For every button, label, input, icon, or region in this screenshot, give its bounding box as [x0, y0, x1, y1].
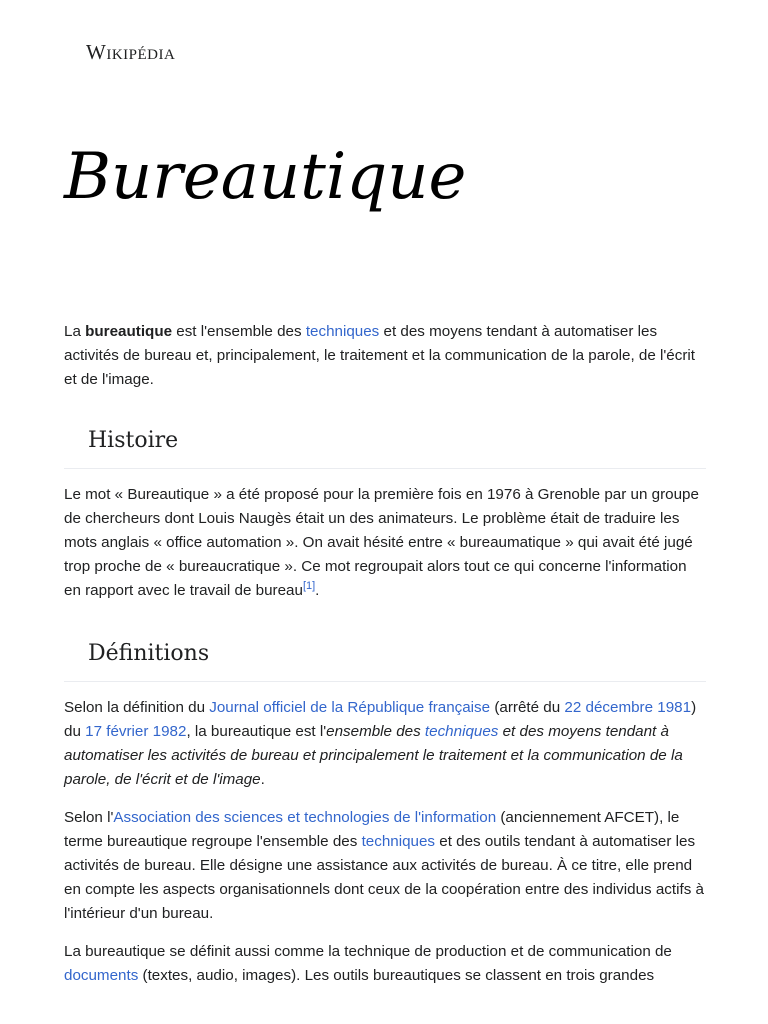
text: . — [315, 582, 320, 599]
text: (textes, audio, images). Les outils bureautiques se classent en trois grandes — [138, 967, 655, 984]
text: La — [64, 323, 86, 340]
text: et des outils tendant à automatiser les activités de bureau. Elle désigne une assistance aux activités de bureau. À ce titre, elle prend en compte les aspects organisationnels dont ceux de la coopération entre des individus actifs à l'intérieur d'un bureau. — [64, 833, 704, 922]
text: (arrêté du — [490, 699, 565, 716]
text: ) du — [64, 699, 697, 740]
link-techniques[interactable]: techniques — [305, 323, 380, 340]
intro-paragraph — [64, 320, 706, 392]
italic-text: et des moyens tendant à automatiser les activités de bureau et principalement le traitement et la communication de la parole, de l'écrit et de l'image — [64, 723, 683, 788]
article-content — [64, 320, 706, 1002]
link-techniques[interactable]: techniques — [424, 723, 499, 740]
text: , la bureautique est l' — [186, 723, 327, 740]
text: Selon l' — [64, 809, 114, 826]
section-heading-definitions: Définitions — [64, 617, 706, 682]
text: (anciennement AFCET), le terme bureautique regroupe l'ensemble des — [64, 809, 680, 850]
text: Le mot « Bureautique » a été proposé pour la première fois en 1976 à Grenoble par un groupe de chercheurs dont Louis Naugès était un des animateurs. Le problème était de traduire les mots anglais « office automation ». On avait hésité entre « bureaumatique » qui avait été jugé trop proche de « bureaucratique ». Ce mot regroupait alors tout ce qui concerne l'information en rapport avec le travail de bureau — [64, 486, 699, 599]
text: Selon la définition du — [64, 699, 210, 716]
text: . — [260, 771, 265, 788]
text: est l'ensemble des — [172, 323, 306, 340]
text: La bureautique se définit aussi comme la technique de production et de communication de — [64, 943, 672, 960]
link-documents[interactable]: documents — [64, 967, 139, 984]
page-title: Bureautique — [64, 140, 467, 214]
definitions-paragraph-1 — [64, 696, 706, 792]
histoire-paragraph — [64, 483, 706, 603]
link-journal-officiel[interactable]: Journal officiel de la République française — [209, 699, 491, 716]
reference-link[interactable]: [1] — [302, 579, 316, 592]
link-22-decembre-1981[interactable]: 22 décembre 1981 — [564, 699, 692, 716]
section-heading-histoire: Histoire — [64, 404, 706, 469]
link-association[interactable]: Association des sciences et technologies de l'information — [113, 809, 497, 826]
bold-term: bureautique — [85, 323, 173, 340]
text: et des moyens tendant à automatiser les activités de bureau et, principalement, le traitement et la communication de la parole, de l'écrit et de l'image. — [64, 323, 695, 388]
definitions-paragraph-3 — [64, 940, 706, 988]
link-17-fevrier-1982[interactable]: 17 février 1982 — [85, 723, 187, 740]
wikipedia-logo[interactable]: Wikipédia — [86, 40, 176, 64]
italic-text: ensemble des — [326, 723, 425, 740]
definitions-paragraph-2 — [64, 806, 706, 926]
link-techniques[interactable]: techniques — [361, 833, 436, 850]
